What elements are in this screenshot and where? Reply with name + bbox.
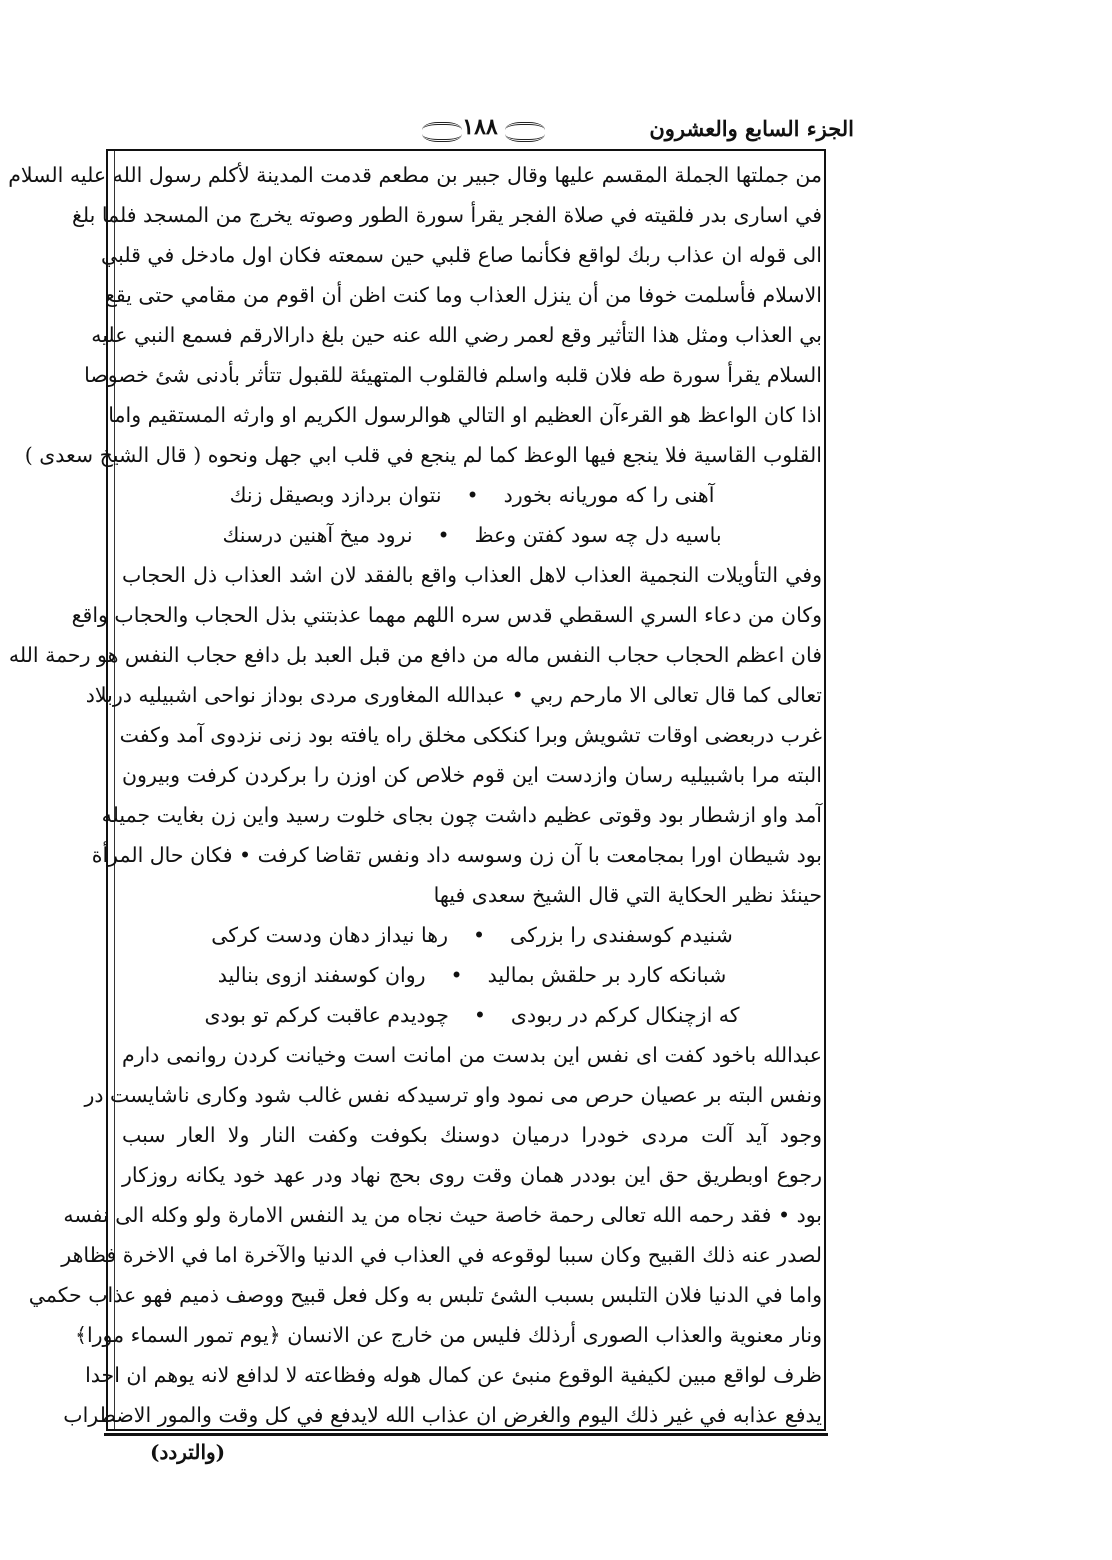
verse-line [122,955,822,995]
text-line: بود شيطان اورا بمجامعت با آن زن وسوسه داد ونفس تقاضا كرفت • فكان حال المرأة [91,843,822,867]
page-number: ١٨٨ [462,114,498,140]
text-line: ونار معنوية والعذاب الصورى أرذلك فليس من خارج عن الانسان ﴿يوم تمور السماء مورا﴾ [74,1323,822,1347]
text-line: عبدالله باخود كفت اى نفس اين بدست من امانت است وخيانت كردن روانمى دارم [122,1043,822,1067]
body-text [8,155,822,1435]
text-line: غرب دربعضى اوقات تشويش وبرا كنككى مخلق راه يافته بود زنى نزدوى آمد وكفت [119,723,822,747]
text-line: في اسارى بدر فلقيته في صلاة الفجر يقرأ سورة الطور وصوته يخرج من المسجد فلما بلغ [71,203,822,227]
text-line: بود • فقد رحمه الله تعالى رحمة خاصة حيث نجاه من يد النفس الامارة ولو وكله الى نفسه [63,1203,822,1227]
verse-hemistich-left: نتوان بردازد وبصيقل زنك [229,483,442,507]
text-line: ظرف لواقع مبين لكيفية الوقوع منبئ عن كمال هوله وفظاعته لا لدافع لانه يوهم ان احدا [85,1363,822,1387]
verse-line [122,515,822,555]
text-line: اذا كان الواعظ هو القرءآن العظيم او التالي هوالرسول الكريم او وارثه المستقيم واما [108,403,822,427]
text-line: يدفع عذابه في غير ذلك اليوم والغرض ان عذاب الله لايدفع في كل وقت والمور الاضطراب [63,1403,822,1427]
text-line: لصدر عنه ذلك القبيح وكان سببا لوقوعه في العذاب في الدنيا والآخرة اما في الاخرة فظاهر [61,1243,822,1267]
catchword: (والتردد) [150,1440,226,1464]
text-line: ونفس البته بر عصيان حرص مى نمود واو ترسيدكه نفس غالب شود وكارى ناشايست در [84,1083,822,1107]
text-line: البته مرا باشبيليه رسان وازدست اين قوم خلاص كن اوزن را بركردن كرفت وبيرون [122,763,822,787]
text-line: من جملتها الجملة المقسم عليها وقال جبير بن مطعم قدمت المدينة لأكلم رسول الله عليه السلام [8,163,822,187]
text-line: آمد واو ازشطار بود وقوتى عظيم داشت چون بجاى خلوت رسيد واين زن بغايت جميله [101,803,822,827]
text-line: وجود آيد آلت مردى خودرا درميان دوسنك بكوفت وكفت النار ولا العار سبب [122,1123,822,1147]
verse-hemistich-right: باسيه دل چه سود كفتن وعظ [474,523,722,547]
text-line: السلام يقرأ سورة طه فلان قلبه واسلم فالقلوب المتهيئة للقبول تتأثر بأدنى شئ خصوصا [84,363,822,387]
verse-hemistich-left: رها نيداز دهان ودست كركى [211,923,448,947]
verse-hemistich-right: شنيدم كوسفندى را بزركى [509,923,733,947]
verse-hemistich-right: شبانكه كارد بر حلقش بماليد [487,963,727,987]
ornament-right-icon [505,122,545,142]
verse-hemistich-left: چوديدم عاقبت كركم تو بودى [204,1003,449,1027]
text-line: حينئذ نظير الحكاية التي قال الشيخ سعدى فيها [433,883,822,907]
text-line: وكان من دعاء السري السقطي قدس سره اللهم مهما عذبتني بذل الحجاب والحجاب واقع [71,603,822,627]
verse-separator: • [473,1003,486,1027]
running-title: الجزء السابع والعشرون [649,116,854,141]
verse-hemistich-right: آهنى را كه موريانه بخورد [503,483,715,507]
verse-line [122,915,822,955]
verse-separator: • [450,963,463,987]
text-line: وفي التأويلات النجمية العذاب لاهل العذاب واقع بالفقد لان اشد العذاب ذل الحجاب [122,563,822,587]
text-line: رجوع اوبطريق حق اين بوددر همان وقت روى بحج نهاد ودر عهد خود يكانه روزكار [122,1163,822,1187]
verse-separator: • [472,923,486,947]
verse-line [122,475,822,515]
text-line: القلوب القاسية فلا ينجع فيها الوعظ كما لم ينجع في قلب ابي جهل ونحوه ( قال الشيخ سعدى ) [24,443,822,467]
text-line: الى قوله ان عذاب ربك لواقع فكأنما صاع قلبي حين سمعته فكان اول مادخل في قلبي [101,243,822,267]
text-line: الاسلام فأسلمت خوفا من أن ينزل العذاب وما كنت اظن أن اقوم من مقامي حتى يقع [104,283,822,307]
verse-separator: • [437,523,450,547]
verse-hemistich-right: كه ازچنكال كركم در ربودى [510,1003,740,1027]
text-line: تعالى كما قال تعالى الا مارحم ربي • عبدالله المغاورى مردى بوداز نواحى اشبيليه دربلاد [85,683,822,707]
page-header [0,112,1112,152]
verse-line [122,995,822,1035]
text-line: واما في الدنيا فلان التلبس بسبب الشئ تلبس به وكل فعل قبيح ووصف ذميم فهو عذاب حكمي [28,1283,822,1307]
verse-hemistich-left: روان كوسفند ازوى بناليد [217,963,426,987]
text-line: فان اعظم الحجاب حجاب النفس ماله من دافع من قبل العبد بل دافع حجاب النفس هو رحمة الله [8,643,822,667]
text-line: بي العذاب ومثل هذا التأثير وقع لعمر رضي الله عنه حين بلغ دارالارقم فسمع النبي عليه [91,323,822,347]
verse-separator: • [466,483,479,507]
verse-hemistich-left: نرود ميخ آهنين درسنك [222,523,413,547]
